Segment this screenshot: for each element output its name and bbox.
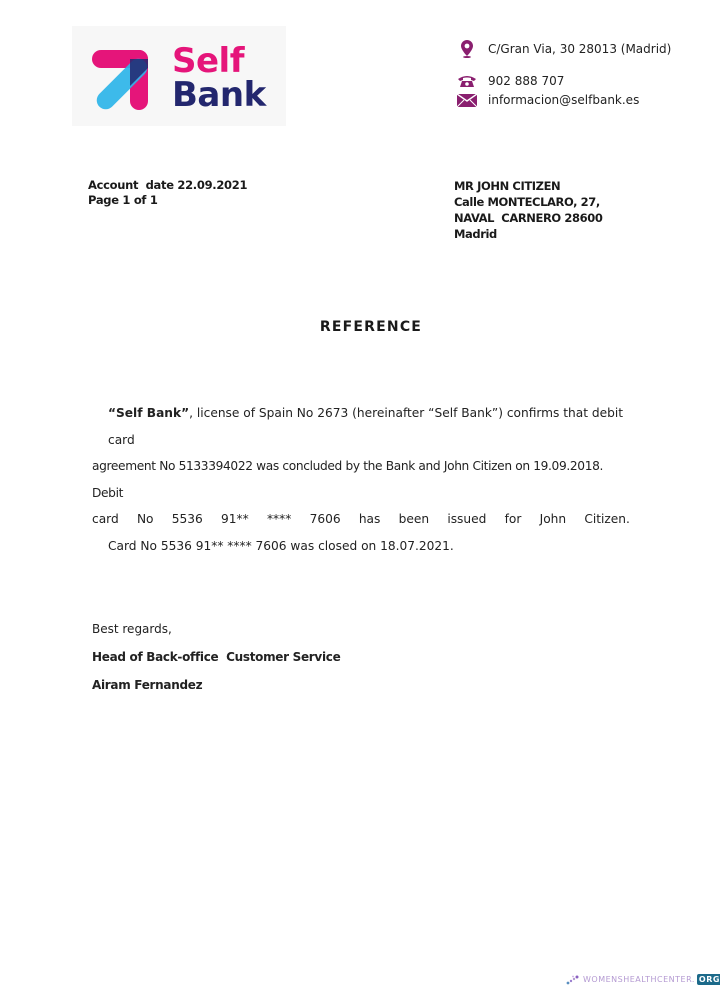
greeting: Best regards,: [92, 622, 172, 636]
contact-block: [456, 40, 671, 109]
recipient-address: [454, 178, 602, 242]
watermark: [566, 974, 720, 985]
recipient-region: Madrid: [454, 227, 497, 241]
self-bank-arrow-logo-icon: [92, 48, 156, 112]
logo-word-bank: Bank: [172, 75, 266, 115]
telephone-icon: [456, 72, 478, 90]
recipient-name: MR JOHN CITIZEN: [454, 179, 561, 193]
envelope-icon: [456, 91, 478, 109]
body-line-1: “Self Bank”, license of Spain No 2673 (hereinafter “Self Bank”) confirms that debit card: [108, 406, 624, 447]
phone-text: 902 888 707: [488, 74, 565, 88]
bank-name-quoted: “Self Bank”: [108, 406, 190, 420]
body-line-4: Card No 5536 91** **** 7606 was closed on 18.07.2021.: [108, 538, 454, 553]
document-meta: [88, 178, 247, 208]
bank-logo: [72, 26, 286, 126]
logo-word-self: Self: [172, 41, 244, 81]
recipient-street: Calle MONTECLARO, 27,: [454, 195, 600, 209]
page-number: Page 1 of 1: [88, 193, 158, 207]
contact-email: [456, 91, 671, 109]
map-pin-icon: [456, 40, 478, 58]
contact-phone: [456, 72, 671, 90]
account-date: Account date 22.09.2021: [88, 178, 248, 192]
address-text: C/Gran Via, 30 28013 (Madrid): [488, 42, 672, 56]
contact-address: [456, 40, 671, 58]
body-line-2: agreement No 5133394022 was concluded by the Bank and John Citizen on 19.09.2018. Debit: [92, 459, 604, 500]
reference-body: [92, 400, 630, 559]
document-title: REFERENCE: [319, 319, 423, 335]
watermark-text: WOMENSHEALTHCENTER.: [583, 975, 695, 984]
dots-logo-icon: [566, 975, 580, 985]
closing-block: [92, 615, 340, 699]
signatory-position: Head of Back-office Customer Service: [92, 650, 341, 664]
recipient-city: NAVAL CARNERO 28600: [454, 211, 603, 225]
logo-wordmark: [172, 41, 266, 115]
email-text: informacion@selfbank.es: [488, 93, 640, 107]
body-line-3: card No 5536 91** **** 7606 has been issued for John Citizen.: [92, 512, 630, 526]
signatory-name: Airam Fernandez: [92, 678, 203, 692]
watermark-suffix: ORG: [698, 975, 720, 984]
